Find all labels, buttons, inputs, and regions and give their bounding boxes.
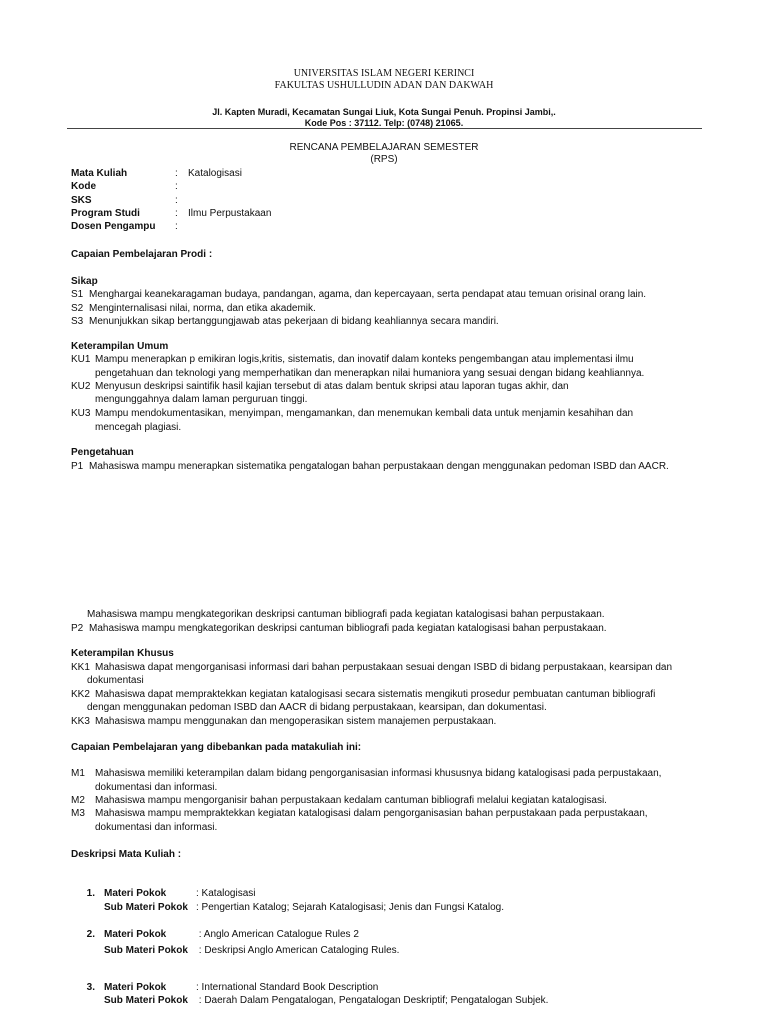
item-text: Mampu mendokumentasikan, menyimpan, mengamankan, dan menemukan kembali data untuk menjamin kesahihan dan — [95, 408, 634, 419]
faculty-name: FAKULTAS USHULLUDIN ADAN DAN DAKWAH — [274, 80, 494, 91]
info-label: Program Studi — [71, 208, 140, 219]
kk-item-continuation: dengan menggunakan pedoman ISBD dan AACR di bidang perpustakaan, kearsipan, dan dokumentasi. — [87, 702, 547, 713]
item-code: P1 — [71, 461, 84, 472]
info-value: Katalogisasi — [188, 168, 242, 179]
sikap-item — [71, 316, 499, 328]
document-title: RENCANA PEMBELAJARAN SEMESTER — [289, 142, 479, 153]
materi-number: 2. — [86, 929, 95, 940]
materi-pokok-value: : International Standard Book Description — [196, 982, 379, 993]
deskripsi-heading: Deskripsi Mata Kuliah : — [71, 849, 182, 860]
ku-item-continuation: mengunggahnya dalam laman perguruan tinggi. — [95, 394, 308, 405]
sub-materi-item — [104, 945, 399, 957]
info-row-program-studi — [71, 208, 271, 220]
postal-line: Kode Pos : 37112. Telp: (0748) 21065. — [304, 118, 464, 128]
item-text: Mahasiswa mampu menerapkan sistematika pengatalogan bahan perpustakaan dengan menggunakan pedoman ISBD dan AACR. — [89, 461, 669, 472]
item-code: M2 — [71, 795, 85, 806]
item-code: KK3 — [71, 716, 90, 727]
materi-item — [78, 929, 359, 941]
item-text: Menghargai keanekaragaman budaya, pandangan, agama, dan kepercayaan, serta pendapat atau temuan orisinal orang lain. — [89, 289, 647, 300]
sub-materi-item — [104, 995, 548, 1007]
sub-materi-value: : Pengertian Katalog; Sejarah Katalogisasi; Jenis dan Fungsi Katalog. — [196, 902, 504, 913]
item-code: S2 — [71, 303, 84, 314]
sikap-item — [71, 289, 646, 301]
ku-item — [71, 381, 569, 393]
info-label: Kode — [71, 181, 96, 192]
cpmk-item-continuation: dokumentasi dan informasi. — [95, 822, 218, 833]
pengetahuan-heading: Pengetahuan — [71, 447, 134, 458]
item-text: Mahasiswa mampu mengkategorikan deskripsi cantuman bibliografi pada kegiatan katalogisasi bahan perpustakaan. — [89, 623, 607, 634]
pengetahuan-item — [71, 623, 607, 635]
cpmk-heading: Capaian Pembelajaran yang dibebankan pada matakuliah ini: — [71, 742, 362, 753]
info-label: Dosen Pengampu — [71, 221, 156, 232]
ku-item — [71, 408, 633, 420]
item-text: Mampu menerapkan p emikiran logis,kritis, sistematis, dan inovatif dalam konteks pengembangan atau implementasi ilmu — [95, 354, 634, 365]
item-text: Mahasiswa memiliki keterampilan dalam bidang pengorganisasian informasi khususnya bidang katalogisasi pada perpustakaan, — [95, 768, 662, 779]
info-label: Mata Kuliah — [71, 168, 128, 179]
pengetahuan-item — [71, 461, 669, 473]
cpmk-item — [71, 795, 607, 807]
item-code: P2 — [71, 623, 84, 634]
info-row-sks — [71, 195, 188, 207]
sub-materi-label: Sub Materi Pokok — [104, 902, 188, 913]
item-code: KU1 — [71, 354, 91, 365]
item-code: KK2 — [71, 689, 90, 700]
info-value: Ilmu Perpustakaan — [188, 208, 272, 219]
sikap-item — [71, 303, 316, 315]
item-code: M3 — [71, 808, 85, 819]
materi-item — [78, 982, 378, 994]
kk-item — [71, 716, 496, 728]
info-colon: : — [175, 208, 178, 219]
header-divider — [67, 128, 702, 129]
info-row-mata-kuliah — [71, 168, 242, 180]
materi-number: 3. — [86, 982, 95, 993]
info-colon: : — [175, 181, 178, 192]
item-text: Mahasiswa dapat mempraktekkan kegiatan katalogisasi secara sistematis mengikuti prosedur pembuatan cantuman bibliografi — [95, 689, 656, 700]
item-text: Menyusun deskripsi saintifik hasil kajian tersebut di atas dalam bentuk skripsi atau laporan tugas akhir, dan — [95, 381, 569, 392]
kk-item — [71, 662, 672, 674]
materi-pokok-label: Materi Pokok — [104, 982, 167, 993]
materi-pokok-value: : Anglo American Catalogue Rules 2 — [196, 929, 359, 940]
sub-materi-item — [104, 902, 504, 914]
info-colon: : — [175, 221, 178, 232]
item-code: KK1 — [71, 662, 90, 673]
item-code: S3 — [71, 316, 84, 327]
pengetahuan-loose-text: Mahasiswa mampu mengkategorikan deskripsi cantuman bibliografi pada kegiatan katalogisasi bahan perpustakaan. — [87, 609, 605, 620]
sub-materi-label: Sub Materi Pokok — [104, 995, 188, 1006]
item-code: KU2 — [71, 381, 91, 392]
item-code: M1 — [71, 768, 85, 779]
item-text: Mahasiswa mampu mempraktekkan kegiatan katalogisasi dalam pengorganisasian bahan perpustakaan pada perpustakaan, — [95, 808, 648, 819]
materi-pokok-value: : Katalogisasi — [196, 888, 256, 899]
info-row-dosen-pengampu — [71, 221, 188, 233]
document-subtitle: (RPS) — [370, 154, 398, 165]
sub-materi-value: : Deskripsi Anglo American Cataloging Rules. — [196, 945, 400, 956]
ku-item-continuation: mencegah plagiasi. — [95, 422, 182, 433]
cpmk-item — [71, 768, 661, 780]
info-label: SKS — [71, 195, 92, 206]
item-text: Menunjukkan sikap bertanggungjawab atas pekerjaan di bidang keahliannya secara mandiri. — [89, 316, 499, 327]
info-colon: : — [175, 195, 178, 206]
item-text: Mahasiswa mampu menggunakan dan mengoperasikan sistem manajemen perpustakaan. — [95, 716, 497, 727]
sub-materi-label: Sub Materi Pokok — [104, 945, 188, 956]
ku-item-continuation: pengetahuan dan teknologi yang memperhatikan dan menerapkan nilai humaniora yang sesuai dengan bidang keahliannya. — [95, 368, 645, 379]
materi-number: 1. — [86, 888, 95, 899]
materi-pokok-label: Materi Pokok — [104, 888, 167, 899]
ku-item — [71, 354, 634, 366]
sub-materi-value: : Daerah Dalam Pengatalogan, Pengatalogan Deskriptif; Pengatalogan Subjek. — [196, 995, 549, 1006]
university-name: UNIVERSITAS ISLAM NEGERI KERINCI — [293, 68, 475, 79]
item-text: Mahasiswa dapat mengorganisasi informasi dari bahan perpustakaan sesuai dengan ISBD di bidang perpustakaan, kearsipan dan — [95, 662, 673, 673]
item-code: S1 — [71, 289, 84, 300]
cpmk-item — [71, 808, 648, 820]
materi-item — [78, 888, 255, 900]
address-line: Jl. Kapten Muradi, Kecamatan Sungai Liuk, Kota Sungai Penuh. Propinsi Jambi,. — [212, 107, 556, 117]
item-text: Mahasiswa mampu mengorganisir bahan perpustakaan kedalam cantuman bibliografi melalui kegiatan katalogisasi. — [95, 795, 607, 806]
cpl-heading: Capaian Pembelajaran Prodi : — [71, 249, 213, 260]
item-text: Menginternalisasi nilai, norma, dan etika akademik. — [89, 303, 316, 314]
item-code: KU3 — [71, 408, 91, 419]
info-row-kode — [71, 181, 188, 193]
cpmk-item-continuation: dokumentasi dan informasi. — [95, 782, 218, 793]
ku-heading: Keterampilan Umum — [71, 341, 169, 352]
kk-heading: Keterampilan Khusus — [71, 648, 174, 659]
kk-item-continuation: dokumentasi — [87, 675, 144, 686]
info-colon: : — [175, 168, 178, 179]
materi-pokok-label: Materi Pokok — [104, 929, 167, 940]
sikap-heading: Sikap — [71, 276, 98, 287]
kk-item — [71, 689, 655, 701]
